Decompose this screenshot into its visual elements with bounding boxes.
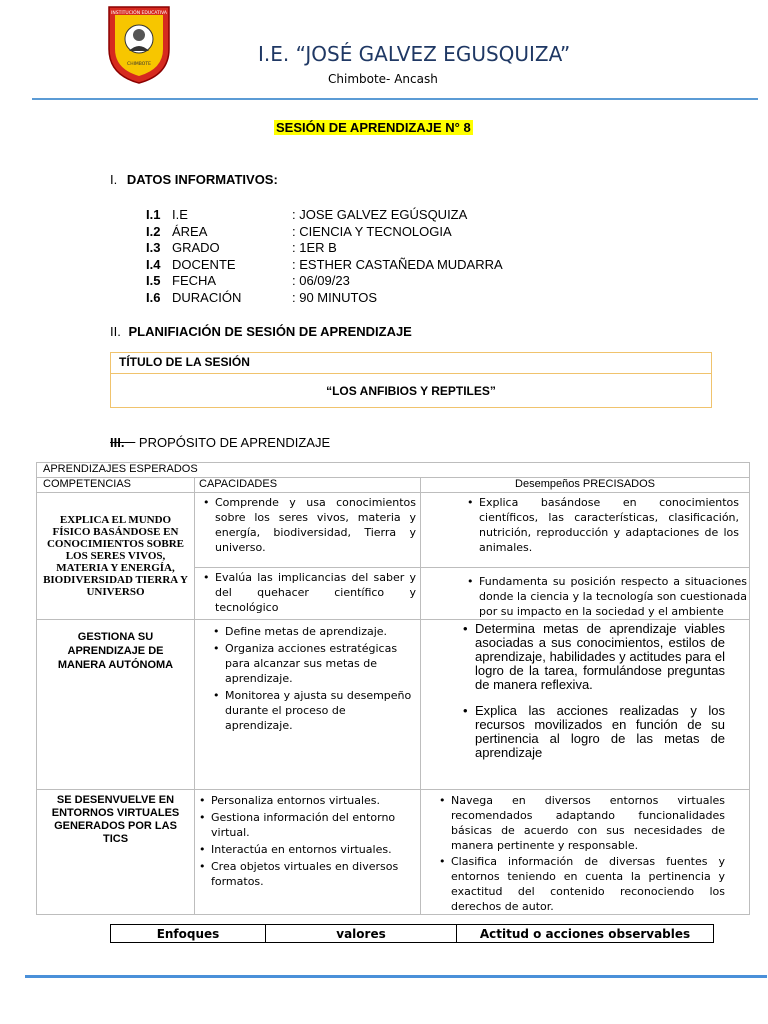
svg-text:CHIMBOTE: CHIMBOTE	[127, 62, 151, 67]
section-2-roman: II.	[110, 324, 121, 339]
session-title-box	[110, 352, 712, 408]
performance-cell	[421, 620, 750, 790]
enfoques-table	[110, 924, 714, 943]
performance-cell	[421, 493, 750, 568]
valores-header: valores	[266, 925, 457, 943]
competence-1: EXPLICA EL MUNDO FÍSICO BASÁNDOSE EN CONOCIMIENTOS SOBRE LOS SERES VIVOS, MATERIA Y ENERGÍA, BIODIVERSIDAD TIERRA Y UNIVERSO	[37, 493, 195, 620]
title-box-label: TÍTULO DE LA SESIÓN	[119, 355, 250, 369]
section-1-roman: I.	[110, 172, 118, 187]
col-header-capacidades: CAPACIDADES	[195, 478, 421, 493]
list: • Define metas de aprendizaje. • Organiza acciones estratégicas para alcanzar sus metas de aprendizaje. • Monitorea y ajusta su desempeño durante el proceso de aprendizaje.	[195, 624, 420, 733]
school-city: Chimbote- Ancash	[328, 72, 438, 86]
section-2-heading	[110, 324, 412, 339]
capacity-cell	[195, 790, 421, 915]
section-3-heading	[110, 435, 330, 450]
session-title: SESIÓN DE APRENDIZAJE N° 8	[276, 120, 471, 135]
performance-cell	[421, 568, 750, 620]
col-header-desempenos: Desempeños PRECISADOS	[421, 478, 750, 493]
list: • Fundamenta su posición respecto a situaciones donde la ciencia y la tecnología son cuestionada por su impacto en la sociedad y el ambiente	[421, 574, 749, 619]
school-name: I.E. “JOSÉ GALVEZ EGUSQUIZA”	[258, 42, 571, 66]
learning-table	[36, 462, 750, 915]
competence-3: SE DESENVUELVE EN ENTORNOS VIRTUALES GENERADOS POR LAS TICS	[37, 790, 195, 915]
list: • Personaliza entornos virtuales. • Gestiona información del entorno virtual. • Interactúa en entornos virtuales. • Crea objetos virtuales en diversos formatos.	[195, 793, 420, 889]
session-topic: “LOS ANFIBIOS Y REPTILES”	[326, 384, 496, 398]
svg-text:INSTITUCIÓN EDUCATIVA: INSTITUCIÓN EDUCATIVA	[111, 11, 167, 16]
capacity-cell	[195, 493, 421, 568]
section-1-heading	[110, 172, 278, 187]
footer-divider	[25, 975, 767, 978]
section-3-roman: III.	[110, 435, 125, 450]
capacity-cell	[195, 568, 421, 620]
actitud-header: Actitud o acciones observables	[457, 925, 714, 943]
list: • Navega en diversos entornos virtuales recomendados adaptando funcionalidades básicas de acuerdo con sus necesidades de manera pertinente y responsable. • Clasifica información de diversas fuentes y entornos teniendo en cuenta la pertinencia y exactitud del contenido reconociendo los derechos de autor.	[421, 793, 749, 914]
header-divider	[32, 98, 758, 100]
section-2-label: PLANIFIACIÓN DE SESIÓN DE APRENDIZAJE	[128, 324, 412, 339]
title-box-divider	[111, 373, 711, 374]
section-1-label: DATOS INFORMATIVOS:	[126, 172, 278, 187]
list: • Explica basándose en conocimientos científicos, las características, clasificación, nutrición, reproducción y adaptaciones de los animales.	[421, 495, 749, 555]
list: • Determina metas de aprendizaje viables asociadas a sus conocimientos, estilos de aprendizaje, habilidades y actitudes para el logro de la tarea, formulándose preguntas de manera reflexiva. • Explica las acciones realizadas y los recursos movilizados en función de su pertinencia al logro de las metas de aprendizaje	[421, 622, 749, 760]
capacity-cell	[195, 620, 421, 790]
performance-cell	[421, 790, 750, 915]
competence-2: GESTIONA SU APRENDIZAJE DE MANERA AUTÓNOMA	[37, 620, 195, 790]
list: • Comprende y usa conocimientos sobre los seres vivos, materia y energía, biodiversidad, Tierra y universo.	[195, 495, 420, 555]
table-group-header: APRENDIZAJES ESPERADOS	[37, 463, 750, 478]
list: • Evalúa las implicancias del saber y del quehacer científico y tecnológico	[195, 570, 420, 615]
school-logo	[105, 5, 173, 85]
section-3-label: PROPÓSITO DE APRENDIZAJE	[138, 435, 331, 450]
enfoques-header: Enfoques	[111, 925, 266, 943]
col-header-competencias: COMPETENCIAS	[37, 478, 195, 493]
